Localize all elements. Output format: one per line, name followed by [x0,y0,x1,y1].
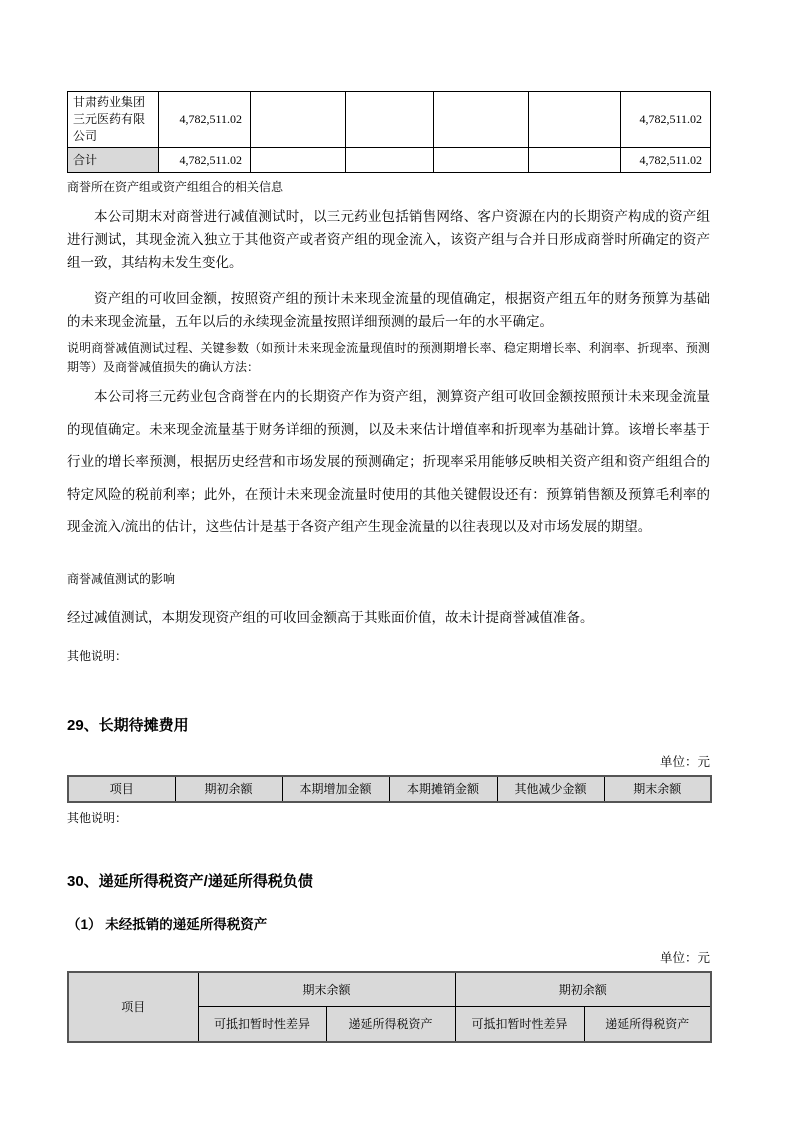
column-subheader: 递延所得税资产 [584,1007,711,1042]
total-label-cell: 合计 [68,148,159,173]
column-subheader: 递延所得税资产 [326,1007,455,1042]
column-header-item: 项目 [68,972,198,1042]
page-content [67,0,710,1043]
column-header: 其他减少金额 [497,776,604,802]
goodwill-impact-label: 商誉减值测试的影响 [67,571,176,586]
table-row [68,92,711,148]
column-header: 本期增加金额 [282,776,389,802]
empty-cell [529,148,621,173]
column-header: 期初余额 [175,776,282,802]
empty-cell [434,148,529,173]
amount-cell: 4,782,511.02 [621,148,711,173]
column-header-ending-balance: 期末余额 [198,972,455,1007]
goodwill-note-label: 说明商誉减值测试过程、关键参数（如预计未来现金流量现值时的预测期增长率、稳定期增长率、利润率、折现率、预测期等）及商誉减值损失的确认方法： [67,341,710,374]
table-header-row [68,972,711,1007]
deferred-tax-assets-table [67,971,712,1043]
column-subheader: 可抵扣暂时性差异 [198,1007,326,1042]
amount-cell: 4,782,511.02 [159,148,251,173]
empty-cell [434,92,529,148]
section-30-heading: 30、递延所得税资产/递延所得税负债 [67,872,313,890]
amount-cell: 4,782,511.02 [621,92,711,148]
column-subheader: 可抵扣暂时性差异 [455,1007,584,1042]
amount-cell: 4,782,511.02 [159,92,251,148]
goodwill-paragraph-1: 本公司期末对商誉进行减值测试时，以三元药业包括销售网络、客户资源在内的长期资产构成的资产组进行测试，其现金流入独立于其他资产或者资产组的现金流入，该资产组与合并日形成商誉时所确定的资产组一致，其结构未发生变化。 [67,209,710,270]
column-header-beginning-balance: 期初余额 [455,972,711,1007]
column-header: 项目 [68,776,175,802]
other-note-label: 其他说明： [67,648,128,663]
column-header: 期末余额 [604,776,711,802]
unit-label: 单位：元 [659,950,710,965]
goodwill-info-label: 商誉所在资产组或资产组组合的相关信息 [67,180,284,194]
long-term-deferred-expenses-table [67,775,712,803]
entity-name-cell: 甘肃药业集团三元医药有限公司 [68,92,159,148]
section-29-heading: 29、长期待摊费用 [67,716,189,734]
table-header-row [68,776,711,802]
goodwill-table [67,91,711,173]
unit-label: 单位：元 [659,754,710,769]
table-row-total [68,148,711,173]
empty-cell [251,92,346,148]
empty-cell [251,148,346,173]
goodwill-paragraph-3: 本公司将三元药业包含商誉在内的长期资产作为资产组，测算资产组可收回金额按照预计未来现金流量的现值确定。未来现金流量基于财务详细的预测，以及未来估计增值率和折现率为基础计算。该增长率基于行业的增长率预测，根据历史经营和市场发展的预测确定；折现率采用能够反映相关资产组和资产组组合的特定风险的税前利率；此外，在预计未来现金流量时使用的其他关键假设还有：预算销售额及预算毛利率的现金流入/流出的估计，这些估计是基于各资产组产生现金流量的以往表现以及对市场发展的期望。 [67,389,710,534]
goodwill-paragraph-2: 资产组的可收回金额，按照资产组的预计未来现金流量的现值确定，根据资产组五年的财务预算为基础的未来现金流量，五年以后的永续现金流量按照详细预测的最后一年的水平确定。 [67,291,710,329]
empty-cell [529,92,621,148]
section-30-subheading: （1） 未经抵销的递延所得税资产 [67,916,268,932]
empty-cell [346,92,434,148]
other-note-label: 其他说明： [67,810,128,825]
goodwill-impact-text: 经过减值测试，本期发现资产组的可收回金额高于其账面价值，故未计提商誉减值准备。 [67,609,594,625]
empty-cell [346,148,434,173]
column-header: 本期摊销金额 [389,776,497,802]
